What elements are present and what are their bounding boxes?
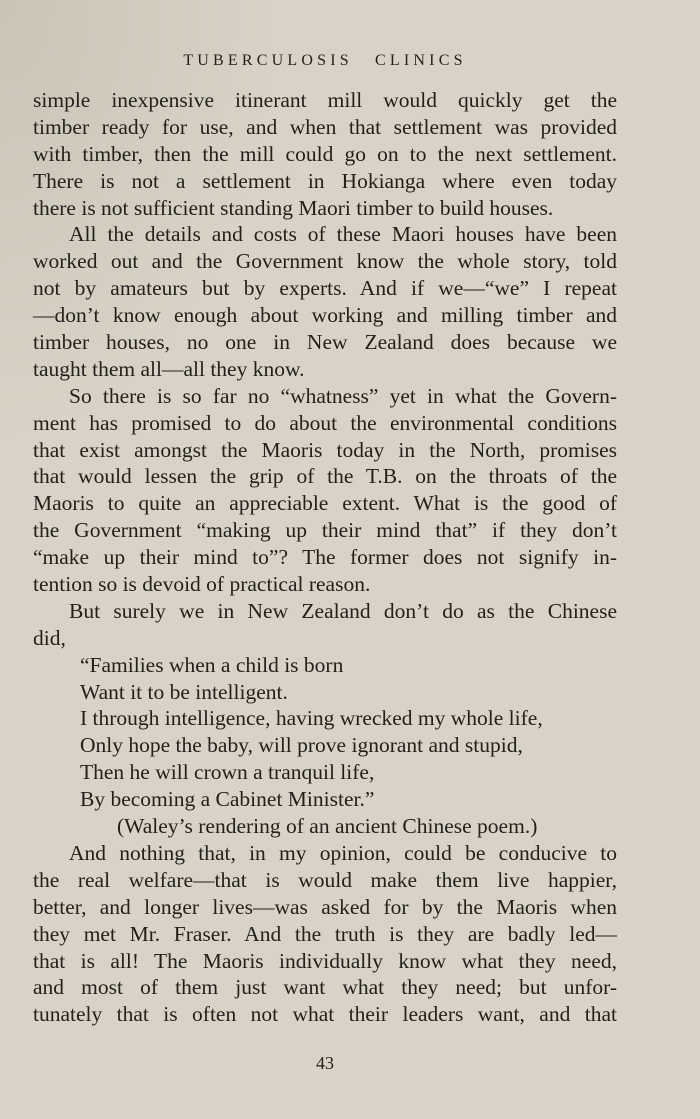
text-line: that exist amongst the Maoris today in the North, promises (33, 437, 617, 462)
text-line: the real welfare—that is would make them live happier, (33, 867, 617, 892)
text-line: they met Mr. Fraser. And the truth is they are badly led— (33, 921, 617, 946)
text-line: timber ready for use, and when that settlement was provided (33, 114, 617, 139)
text-line: There is not a settlement in Hokianga where even today (33, 168, 617, 193)
text-line: better, and longer lives—was asked for by the Maoris when (33, 894, 617, 919)
text-line: and most of them just want what they need; but unfor- (33, 975, 617, 1000)
text-line: tunately that is often not what their leaders want, and that (33, 1002, 617, 1027)
verse-line: I through intelligence, having wrecked my whole life, (80, 706, 543, 731)
text-line: “make up their mind to”? The former does not signify in- (33, 545, 617, 570)
text-line: did, (33, 625, 66, 650)
verse-line: Then he will crown a tranquil life, (80, 760, 375, 785)
text-line: worked out and the Government know the whole story, told (33, 249, 617, 274)
book-page (33, 0, 617, 1119)
text-line: Maoris to quite an appreciable extent. What is the good of (33, 491, 617, 516)
text-line: that would lessen the grip of the T.B. on the throats of the (33, 464, 617, 489)
text-line: taught them all—all they know. (33, 356, 305, 381)
text-line: that is all! The Maoris individually know what they need, (33, 948, 617, 973)
text-line: the Government “making up their mind that” if they don’t (33, 518, 617, 543)
text-line: there is not sufficient standing Maori timber to build houses. (33, 195, 554, 220)
verse-line: By becoming a Cabinet Minister.” (80, 787, 375, 812)
text-line: not by amateurs but by experts. And if we—“we” I repeat (33, 276, 617, 301)
paragraph-start-line: So there is so far no “whatness” yet in what the Govern- (69, 383, 617, 408)
text-line: ment has promised to do about the environmental conditions (33, 410, 617, 435)
running-head: TUBERCULOSIS CLINICS (183, 52, 467, 69)
paragraph-start-line: And nothing that, in my opinion, could be conducive to (69, 840, 617, 865)
verse-line: Want it to be intelligent. (80, 679, 288, 704)
paragraph-start-line: But surely we in New Zealand don’t do as the Chinese (69, 598, 617, 623)
text-line: timber houses, no one in New Zealand does because we (33, 330, 617, 355)
verse-line: “Families when a child is born (80, 652, 344, 677)
verse-line: Only hope the baby, will prove ignorant and stupid, (80, 733, 523, 758)
text-line: tention so is devoid of practical reason. (33, 572, 371, 597)
body-text (33, 87, 617, 1028)
paragraph-start-line: All the details and costs of these Maori houses have been (69, 222, 617, 247)
text-line: —don’t know enough about working and milling timber and (33, 303, 617, 328)
text-line: with timber, then the mill could go on to the next settlement. (33, 141, 617, 166)
text-line: simple inexpensive itinerant mill would quickly get the (33, 88, 617, 112)
poem-attribution: (Waley’s rendering of an ancient Chinese poem.) (117, 814, 538, 839)
page-number: 43 (316, 1053, 334, 1073)
